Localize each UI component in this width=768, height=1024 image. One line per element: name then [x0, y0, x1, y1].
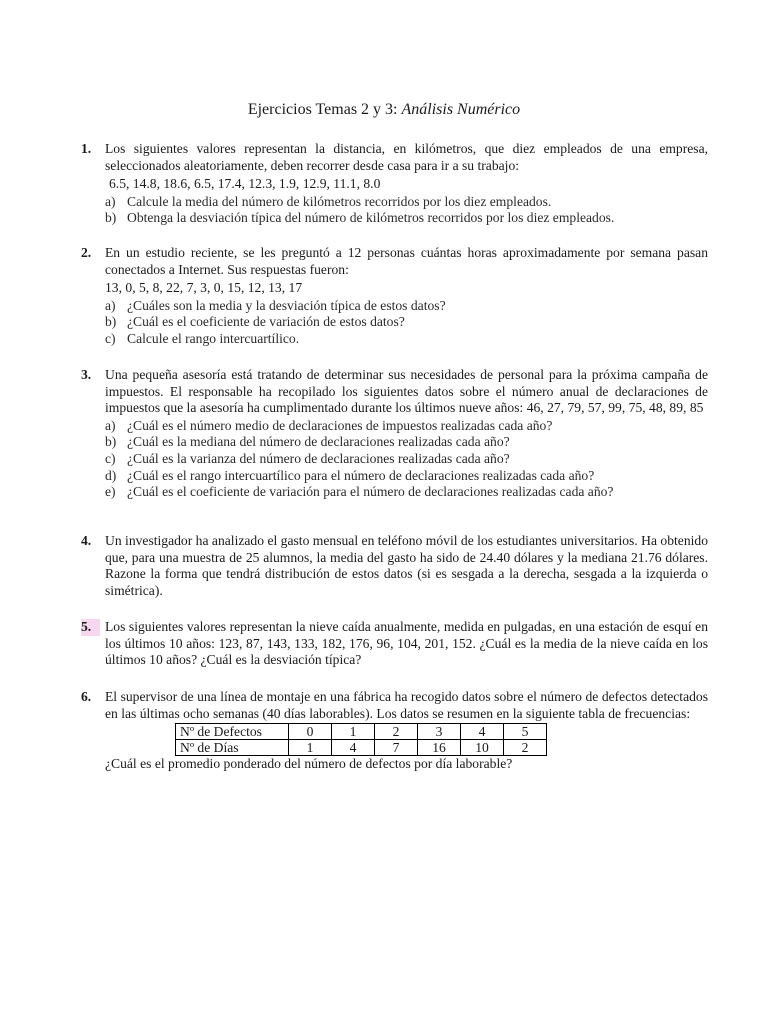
table-row [176, 724, 547, 740]
sub-question-list [105, 194, 708, 227]
exercise-number: 4. [81, 533, 92, 548]
exercise-2 [81, 245, 708, 348]
exercise-4 [81, 533, 708, 599]
table-cell: 2 [375, 724, 418, 740]
exercise-5 [81, 619, 708, 669]
sub-question [105, 434, 708, 451]
exercise-text: Los siguientes valores representan la nieve caída anualmente, medida en pulgadas, en una estación de esquí en los últimos 10 años: 123, 87, 143, 133, 182, 176, 96, 104, 201, 152. ¿Cuál es la media de la nieve caída en los últimos 10 años? ¿Cuál es la desviación típica? [105, 619, 708, 668]
exercise-number: 6. [81, 689, 92, 704]
sub-question-text: Obtenga la desviación típica del número de kilómetros recorridos por los diez empleados. [127, 210, 615, 226]
sub-question-text: ¿Cuáles son la media y la desviación típica de estos datos? [127, 297, 446, 313]
table-row-label: Nº de Días [176, 740, 289, 756]
table-row-label: Nº de Defectos [176, 724, 289, 740]
sub-question-label: e) [105, 484, 116, 500]
sub-question-text: ¿Cuál es la varianza del número de declaraciones realizadas cada año? [127, 450, 510, 466]
sub-question-text: Calcule la media del número de kilómetros recorridos por los diez empleados. [127, 193, 552, 209]
sub-question-list [105, 298, 708, 348]
sub-question-text: Calcule el rango intercuartílico. [127, 330, 300, 346]
sub-question [105, 468, 708, 485]
exercise-text: Un investigador ha analizado el gasto mensual en teléfono móvil de los estudiantes universitarios. Ha obtenido que, para una muestra de 25 alumnos, la media del gasto ha sido de 24.40 dólares y la mediana 21.76 dólares. Razone la forma que tendrá distribución de estos datos (si es sesgada a la derecha, sesgada a la izquierda o simétrica). [105, 533, 708, 598]
title-prefix: Ejercicios Temas 2 y 3: [247, 101, 402, 118]
sub-question [105, 484, 708, 501]
sub-question-list [105, 418, 708, 501]
table-cell: 4 [461, 724, 504, 740]
sub-question [105, 210, 708, 227]
exercise-text: En un estudio reciente, se les preguntó a 12 personas cuántas horas aproximadamente por semana pasan conectados a Internet. Sus respuestas fueron: [105, 245, 708, 277]
exercise-data: 6.5, 14.8, 18.6, 6.5, 17.4, 12.3, 1.9, 12.9, 11.1, 8.0 [109, 176, 381, 192]
sub-question [105, 418, 708, 435]
sub-question-text: ¿Cuál es el coeficiente de variación para el número de declaraciones realizadas cada año? [127, 484, 614, 500]
sub-question [105, 331, 708, 348]
sub-question [105, 451, 708, 468]
table-cell: 10 [461, 740, 504, 756]
sub-question-label: d) [105, 467, 117, 483]
exercise-text: Los siguientes valores representan la distancia, en kilómetros, que diez empleados de una empresa, seleccionados aleatoriamente, deben recorrer desde casa para ir a su trabajo: [105, 141, 708, 173]
table-cell: 5 [504, 724, 547, 740]
table-cell: 0 [289, 724, 332, 740]
sub-question [105, 298, 708, 315]
sub-question-text: ¿Cuál es el coeficiente de variación de estos datos? [127, 314, 405, 330]
exercise-data: 13, 0, 5, 8, 22, 7, 3, 0, 15, 12, 13, 17 [105, 280, 303, 296]
sub-question-label: a) [105, 417, 116, 433]
sub-question [105, 314, 708, 331]
exercise-number: 2. [81, 245, 92, 260]
exercise-number: 3. [81, 367, 92, 382]
exercise-3 [81, 367, 708, 501]
sub-question-label: b) [105, 210, 117, 226]
sub-question [105, 194, 708, 211]
exercise-1 [81, 141, 708, 227]
sub-question-text: ¿Cuál es la mediana del número de declaraciones realizadas cada año? [127, 434, 510, 450]
table-cell: 1 [332, 724, 375, 740]
exercise-number-highlighted: 5. [81, 619, 100, 636]
table-cell: 2 [504, 740, 547, 756]
exercise-number: 1. [81, 141, 92, 156]
sub-question-label: c) [105, 330, 116, 346]
page-title [0, 100, 768, 120]
table-cell: 1 [289, 740, 332, 756]
exercise-text: El supervisor de una línea de montaje en una fábrica ha recogido datos sobre el número de defectos detectados en las últimas ocho semanas (40 días laborables). Los datos se resumen en la siguiente tabla de frecuencias: [105, 689, 708, 721]
exercise-6 [81, 689, 708, 773]
table-cell: 7 [375, 740, 418, 756]
table-cell: 3 [418, 724, 461, 740]
sub-question-label: c) [105, 450, 116, 466]
sub-question-label: a) [105, 193, 116, 209]
title-italic: Análisis Numérico [401, 101, 521, 118]
exercise-question: ¿Cuál es el promedio ponderado del número de defectos por día laborable? [105, 756, 513, 772]
sub-question-text: ¿Cuál es el rango intercuartílico para el número de declaraciones realizadas cada año? [127, 467, 595, 483]
sub-question-label: a) [105, 297, 116, 313]
table-cell: 16 [418, 740, 461, 756]
table-cell: 4 [332, 740, 375, 756]
exercise-text: Una pequeña asesoría está tratando de determinar sus necesidades de personal para la próxima campaña de impuestos. El responsable ha recopilado los siguientes datos sobre el número anual de declaraciones de impuestos que la asesoría ha cumplimentado durante los últimos nueve años: 46, 27, 79, 57, 99, 75, 48, 89, 85 [105, 367, 708, 416]
sub-question-label: b) [105, 314, 117, 330]
sub-question-text: ¿Cuál es el número medio de declaraciones de impuestos realizadas cada año? [127, 417, 553, 433]
table-row [176, 740, 547, 756]
frequency-table [175, 723, 547, 756]
sub-question-label: b) [105, 434, 117, 450]
